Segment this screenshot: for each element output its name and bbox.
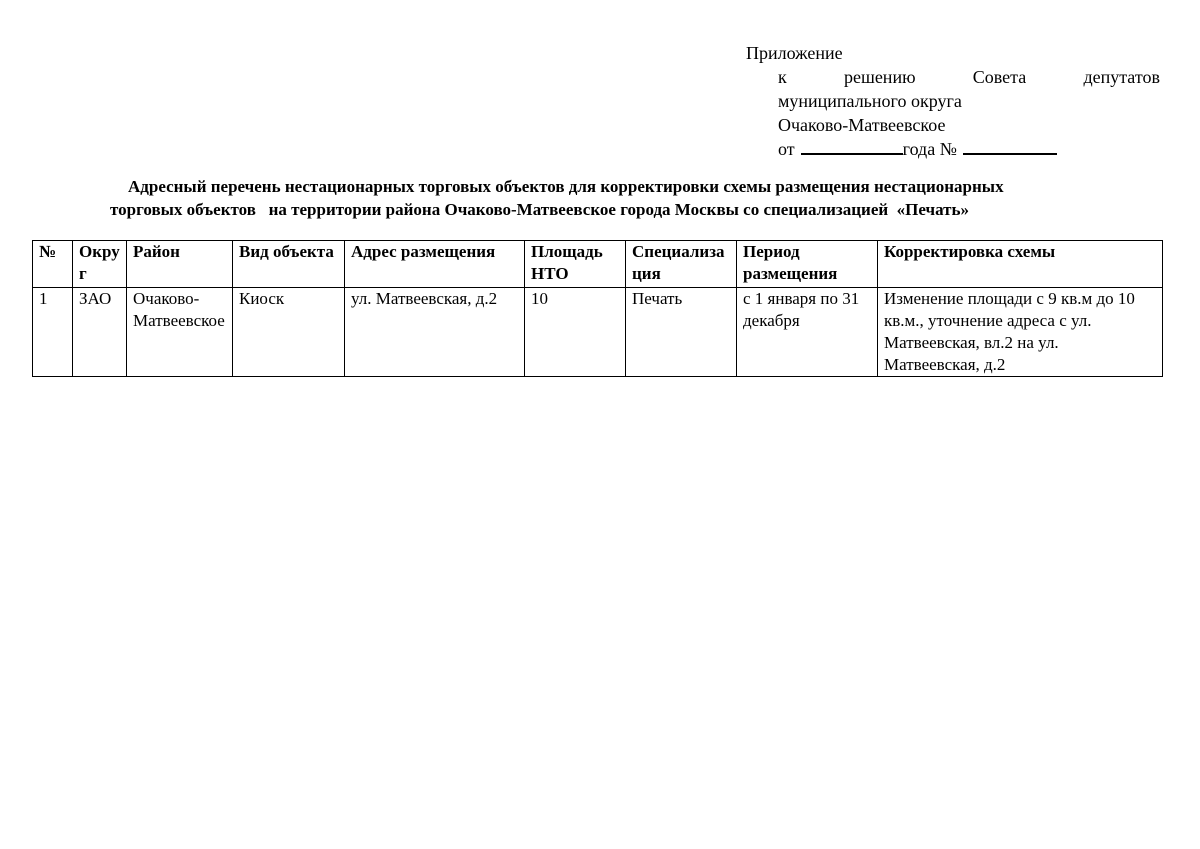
document-title: [100, 175, 1130, 221]
appendix-decision-line: [746, 65, 1160, 89]
table-header-row: [33, 241, 1163, 288]
appendix-block: [746, 41, 1160, 161]
cell-correction: Изменение площади с 9 кв.м до 10 кв.м., уточнение адреса с ул. Матвеевская, вл.2 на ул. Матвеевская, д.2: [878, 288, 1163, 377]
appendix-date-prefix: от: [778, 139, 795, 159]
appendix-word-k: к: [778, 67, 787, 87]
appendix-word-decision: решению: [843, 67, 916, 87]
header-object-type: Вид объекта: [233, 241, 345, 288]
appendix-word-council: Совета: [972, 67, 1027, 87]
cell-number: 1: [33, 288, 73, 377]
header-address: Адрес размещения: [345, 241, 525, 288]
header-okrug: Округ: [73, 241, 127, 288]
appendix-date-line: [746, 137, 1160, 161]
header-specialization: Специализация: [626, 241, 737, 288]
appendix-title: Приложение: [746, 43, 843, 63]
appendix-year-number-label: года №: [902, 139, 957, 159]
header-correction: Корректировка схемы: [878, 241, 1163, 288]
header-district: Район: [127, 241, 233, 288]
number-blank-field: [963, 137, 1057, 155]
cell-specialization: Печать: [626, 288, 737, 377]
cell-area: 10: [525, 288, 626, 377]
cell-period: с 1 января по 31 декабря: [737, 288, 878, 377]
cell-district: Очаково-Матвеевское: [127, 288, 233, 377]
objects-table: [32, 240, 1163, 377]
header-period: Период размещения: [737, 241, 878, 288]
cell-address: ул. Матвеевская, д.2: [345, 288, 525, 377]
header-number: №: [33, 241, 73, 288]
header-area: Площадь НТО: [525, 241, 626, 288]
table-row: [33, 288, 1163, 377]
cell-object-type: Киоск: [233, 288, 345, 377]
date-blank-field: [801, 137, 903, 155]
document-title-line-2: торговых объектов на территории района Очаково-Матвеевское города Москвы со специализацией «Печать»: [110, 200, 970, 219]
cell-okrug: ЗАО: [73, 288, 127, 377]
appendix-district-line: Очаково-Матвеевское: [778, 115, 946, 135]
appendix-municipal-line: муниципального округа: [778, 91, 962, 111]
document-title-line-1: Адресный перечень нестационарных торговых объектов для корректировки схемы размещения нестационарных: [128, 177, 1004, 196]
appendix-word-deputies: депутатов: [1083, 67, 1160, 87]
